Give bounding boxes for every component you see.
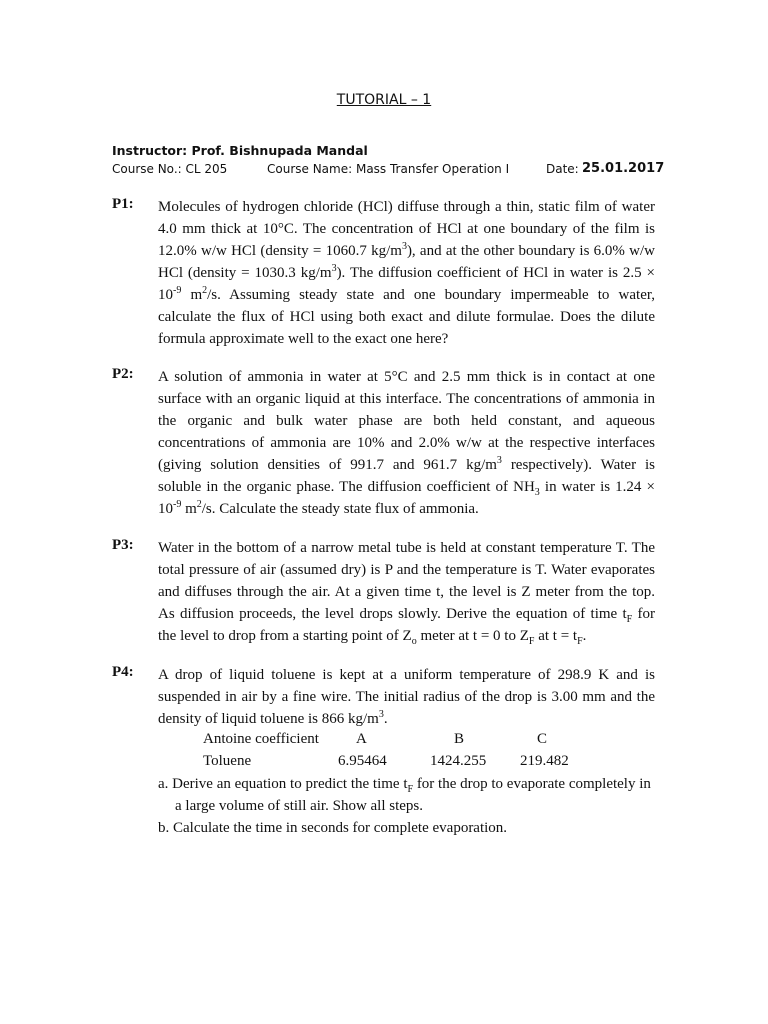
text-line: HCl (density = 1030.3 $kg/m^3$). The diffusion coefficient of HCl in water is 2.5 × [158, 263, 656, 281]
problem-text [158, 537, 655, 647]
text-line: A drop of liquid toluene is kept at a uniform temperature of 298.9 K and is [158, 667, 655, 683]
problem-label: P4: [112, 664, 134, 680]
p4-subparts [158, 773, 668, 839]
problem-text [158, 196, 655, 350]
text-line: As diffusion proceeds, the level drops slowly. Derive the equation of time $t_F$ for [158, 606, 655, 625]
text-line: suspended in air by a fine wire. The initial radius of the drop is 3.00 mm and the [158, 689, 655, 705]
problem-text [158, 366, 655, 520]
table-header-cell: Antoine coefficient [203, 731, 319, 747]
table-header-cell: A [356, 731, 367, 747]
part-a-line: a. Derive an equation to predict the time $t_F$ for the drop to evaporate completely in [158, 776, 651, 795]
problem-label: P2: [112, 366, 134, 382]
text-line: formula approximate well to the exact one here? [158, 331, 449, 347]
table-cell: 1424.255 [430, 753, 487, 769]
text-line: $10^{-9}$ $m^2/s$. Assuming steady state and one boundary impermeable to water, [158, 285, 655, 303]
table-header-cell: B [454, 731, 465, 747]
part-a-continuation: a large volume of still air. Show all steps. [175, 798, 424, 814]
part-b-line: b. Calculate the time in seconds for complete evaporation. [158, 820, 508, 836]
table-cell: 219.482 [520, 753, 569, 769]
text-line: density of liquid toluene is 866 $kg/m^3$. [158, 709, 388, 727]
text-line: 12.0% w/w HCl (density = 1060.7 $kg/m^3$), and at the other boundary is 6.0% w/w [158, 241, 656, 259]
text-line: concentrations of ammonia are 10% and 2.0% w/w at the respective interfaces [158, 435, 655, 451]
date-label: Date: [546, 162, 579, 176]
course-info-line [112, 161, 665, 180]
date-value: 25.01.2017 [582, 161, 665, 176]
text-line: the organic and bulk water phase are both held constant, and aqueous [158, 413, 655, 429]
page-title: TUTORIAL – 1 [336, 92, 432, 108]
text-line: $10^{-9}$ $m^2/s$. Calculate the steady state flux of ammonia. [158, 499, 479, 517]
instructor-line: Instructor: Prof. Bishnupada Mandal [112, 143, 368, 158]
problem-label: P3: [112, 537, 134, 553]
text-line: and diffuses through the air. At a given time t, the level is Z meter from the top. [158, 584, 655, 600]
problem-text [158, 664, 655, 730]
text-line: (giving solution densities of 991.7 and 961.7 $kg/m^3$ respectively). Water is [158, 455, 655, 473]
problem-label: P1: [112, 196, 134, 212]
course-number: Course No.: CL 205 [112, 162, 228, 176]
antoine-table [0, 731, 768, 775]
text-line: 4.0 mm thick at 10°C. The concentration of HCl at one boundary of the film is [158, 221, 655, 237]
table-cell: Toluene [203, 753, 252, 769]
text-line: Water in the bottom of a narrow metal tube is held at constant temperature T. The [158, 540, 655, 556]
table-header-cell: C [537, 731, 548, 747]
text-line: calculate the flux of HCl using both exact and dilute formulae. Does the dilute [158, 309, 655, 325]
text-line: total pressure of air (assumed dry) is P and the temperature is T. Water evaporates [158, 562, 655, 578]
text-line: A solution of ammonia in water at 5°C and 2.5 mm thick is in contact at one [158, 369, 655, 385]
table-cell: 6.95464 [338, 753, 387, 769]
text-line: surface with an organic liquid at this interface. The concentrations of ammonia in [158, 391, 655, 407]
text-line: the level to drop from a starting point of $Z_o$ meter at t = 0 to $Z_F$ at $t = t_F$. [158, 628, 587, 647]
course-name: Course Name: Mass Transfer Operation I [267, 162, 510, 176]
text-line: Molecules of hydrogen chloride (HCl) diffuse through a thin, static film of water [158, 199, 655, 215]
text-line: soluble in the organic phase. The diffusion coefficient of $NH_3$ in water is 1.24 × [158, 479, 655, 498]
